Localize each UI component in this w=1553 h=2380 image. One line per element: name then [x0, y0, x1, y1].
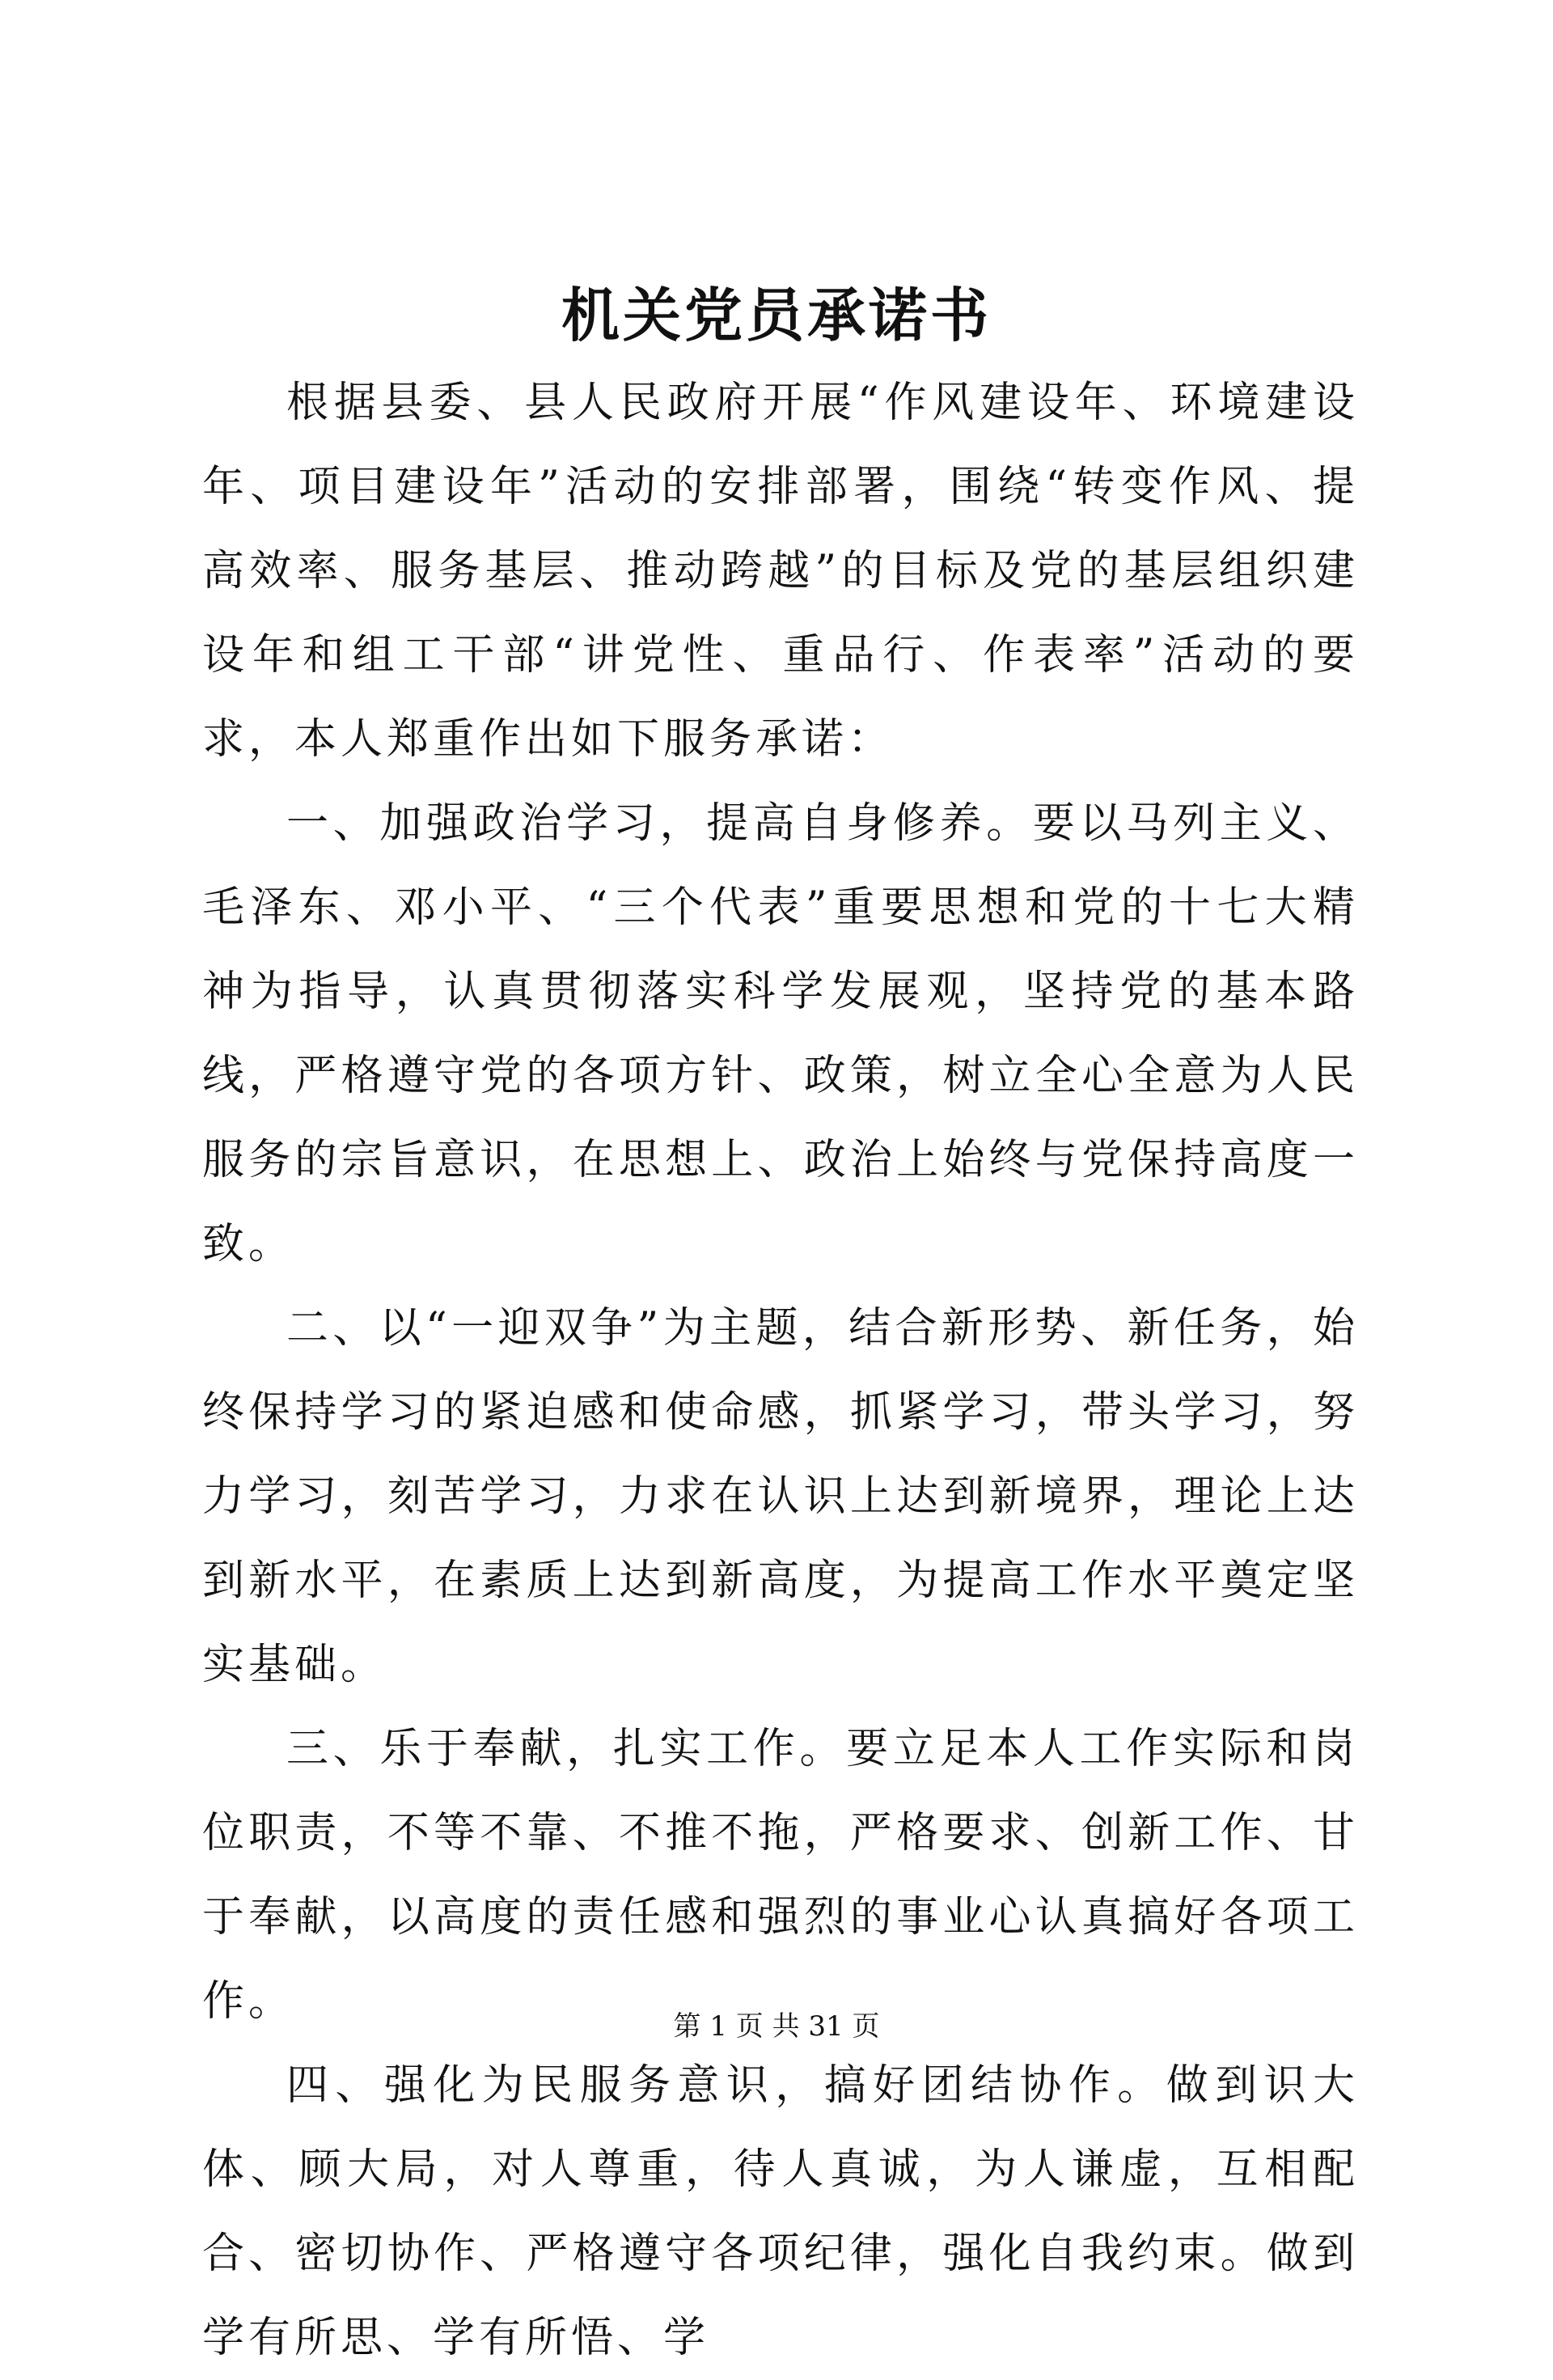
document-title: 机关党员承诺书: [561, 281, 992, 349]
paragraph-commitment-3: 三、乐于奉献，扎实工作。要立足本人工作实际和岗位职责，不等不靠、不推不拖，严格要求、创新工作、甘于奉献，以高度的责任感和强烈的事业心认真搞好各项工作。: [202, 1725, 1359, 2026]
paragraph-commitment-2: 二、以“一迎双争”为主题，结合新形势、新任务，始终保持学习的紧迫感和使命感，抓紧学习，带头学习，努力学习，刻苦学习，力求在认识上达到新境界，理论上达到新水平，在素质上达到新高度，为提高工作水平奠定坚实基础。: [202, 1304, 1359, 1689]
paragraph-commitment-4: 四、强化为民服务意识，搞好团结协作。做到识大体、顾大局，对人尊重，待人真诚，为人谦虚，互相配合、密切协作、严格遵守各项纪律，强化自我约束。做到学有所思、学有所悟、学: [202, 2061, 1359, 2362]
page-number-footer: 第 1 页 共 31 页: [673, 2010, 880, 2043]
paragraph-intro: 根据县委、县人民政府开展“作风建设年、环境建设年、项目建设年”活动的安排部署，围绕“转变作风、提高效率、服务基层、推动跨越”的目标及党的基层组织建设年和组工干部“讲党性、重品行、作表率”活动的要求，本人郑重作出如下服务承诺：: [202, 379, 1359, 764]
document-body: [202, 361, 1359, 2380]
paragraph-commitment-1: 一、加强政治学习，提高自身修养。要以马列主义、毛泽东、邓小平、“三个代表”重要思想和党的十七大精神为指导，认真贯彻落实科学发展观，坚持党的基本路线，严格遵守党的各项方针、政策，树立全心全意为人民服务的宗旨意识，在思想上、政治上始终与党保持高度一致。: [202, 799, 1359, 1268]
